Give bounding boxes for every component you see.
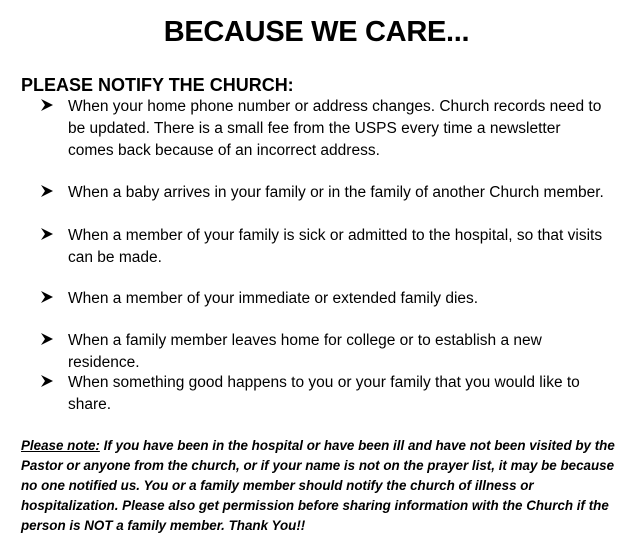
arrowhead-bullet-icon (40, 96, 68, 112)
list-item-text: When your home phone number or address changes. Church records need to be updated. There is a small fee from the USPS every time a newsletter comes back because of an incorrect address. (68, 98, 602, 159)
note-paragraph (21, 436, 617, 536)
note-label: Please note: (21, 438, 100, 453)
list-item-text: When a member of your family is sick or admitted to the hospital, so that visits can be made. (68, 227, 603, 266)
list-item-text: When a baby arrives in your family or in the family of another Church member. (68, 184, 604, 201)
list-item-text: When a member of your immediate or extended family dies. (68, 290, 479, 307)
arrowhead-bullet-icon (40, 182, 68, 198)
arrowhead-bullet-icon (40, 330, 68, 346)
arrowhead-bullet-icon (40, 372, 68, 388)
list-item (40, 182, 610, 204)
notify-heading: PLEASE NOTIFY THE CHURCH: (21, 75, 294, 95)
list-item-text: When something good happens to you or your family that you would like to share. (68, 374, 580, 413)
list-item (40, 288, 610, 310)
list-item (40, 372, 610, 416)
arrowhead-bullet-icon (40, 288, 68, 304)
note-text: If you have been in the hospital or have been ill and have not been visited by the Pastor or anyone from the church, or if your name is not on the prayer list, it may be because no one notified us. You or a family member should notify the church of illness or hospitalization. Please also get permission before sharing information with the Church if the person is NOT a family member. Thank You!! (21, 438, 615, 533)
list-item (40, 96, 610, 162)
list-item-text: When a family member leaves home for college or to establish a new residence. (68, 332, 542, 371)
list-item (40, 330, 610, 374)
list-item (40, 225, 610, 269)
page-title: BECAUSE WE CARE... (163, 16, 470, 48)
arrowhead-bullet-icon (40, 225, 68, 241)
